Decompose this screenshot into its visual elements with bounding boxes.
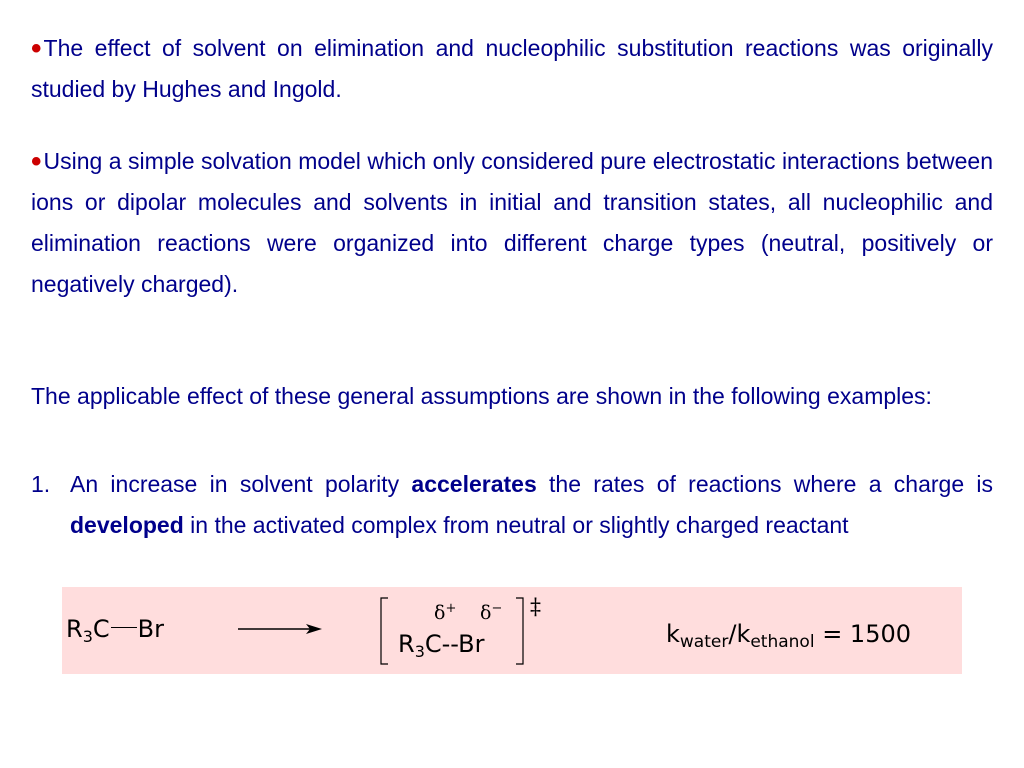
- paragraph-text: Using a simple solvation model which only considered pure electrostatic interactions between ions or dipolar molecules and solvents in initial and transition states, all nucleophilic and elimination reactions were organized into different charge types (neutral, positively or negatively charged).: [31, 148, 993, 297]
- item-number: 1.: [31, 471, 51, 497]
- emphasis-accelerates: accelerates: [411, 471, 537, 497]
- numbered-item-1: [31, 464, 993, 546]
- transition-state-formula: [398, 630, 484, 666]
- paragraph-hughes-ingold: [31, 28, 993, 110]
- paragraph-text: The effect of solvent on elimination and nucleophilic substitution reactions was originally studied by Hughes and Ingold.: [31, 35, 993, 102]
- ts-r: R: [398, 630, 415, 658]
- water-subscript: water: [679, 632, 729, 652]
- ratio-value: = 1500: [814, 620, 912, 648]
- minus-sign: −: [491, 601, 503, 616]
- reaction-arrow-icon: [238, 622, 322, 636]
- item-text-part: An increase in solvent polarity: [70, 471, 412, 497]
- bullet-icon: •: [31, 32, 42, 65]
- item-text-part: in the activated complex from neutral or slightly charged reactant: [183, 512, 849, 538]
- delta-symbol: δ: [434, 602, 446, 624]
- reaction-scheme: [62, 587, 962, 674]
- reactant-formula: [66, 615, 164, 651]
- k-ethanol: k: [736, 620, 751, 648]
- partial-negative-charge: [480, 599, 502, 623]
- rate-ratio: [666, 620, 911, 656]
- reactant-c: C: [92, 615, 110, 643]
- partial-positive-charge: [434, 599, 456, 623]
- ts-c: C: [424, 630, 442, 658]
- reactant-br: Br: [137, 615, 164, 643]
- paragraph-applicable-effect: The applicable effect of these general assumptions are shown in the following examples:: [31, 383, 932, 409]
- ratio-slash: /: [728, 620, 737, 648]
- reactant-r: R: [66, 615, 83, 643]
- emphasis-developed: developed: [70, 512, 184, 538]
- ts-partial-bond: --: [441, 630, 459, 658]
- ts-br: Br: [458, 630, 485, 658]
- ethanol-subscript: ethanol: [750, 632, 815, 652]
- paragraph-solvation-model: [31, 141, 993, 305]
- single-bond-line: [111, 627, 137, 628]
- bullet-icon: •: [31, 145, 42, 178]
- dagger-icon: ‡: [530, 595, 541, 620]
- item-text: [70, 464, 993, 546]
- ts-r-subscript: 3: [414, 642, 425, 661]
- delta-symbol: δ: [480, 602, 492, 624]
- reactant-r-subscript: 3: [82, 627, 93, 646]
- plus-sign: +: [445, 601, 457, 616]
- k-water: k: [666, 620, 680, 648]
- item-text-part: the rates of reactions where a charge is: [536, 471, 993, 497]
